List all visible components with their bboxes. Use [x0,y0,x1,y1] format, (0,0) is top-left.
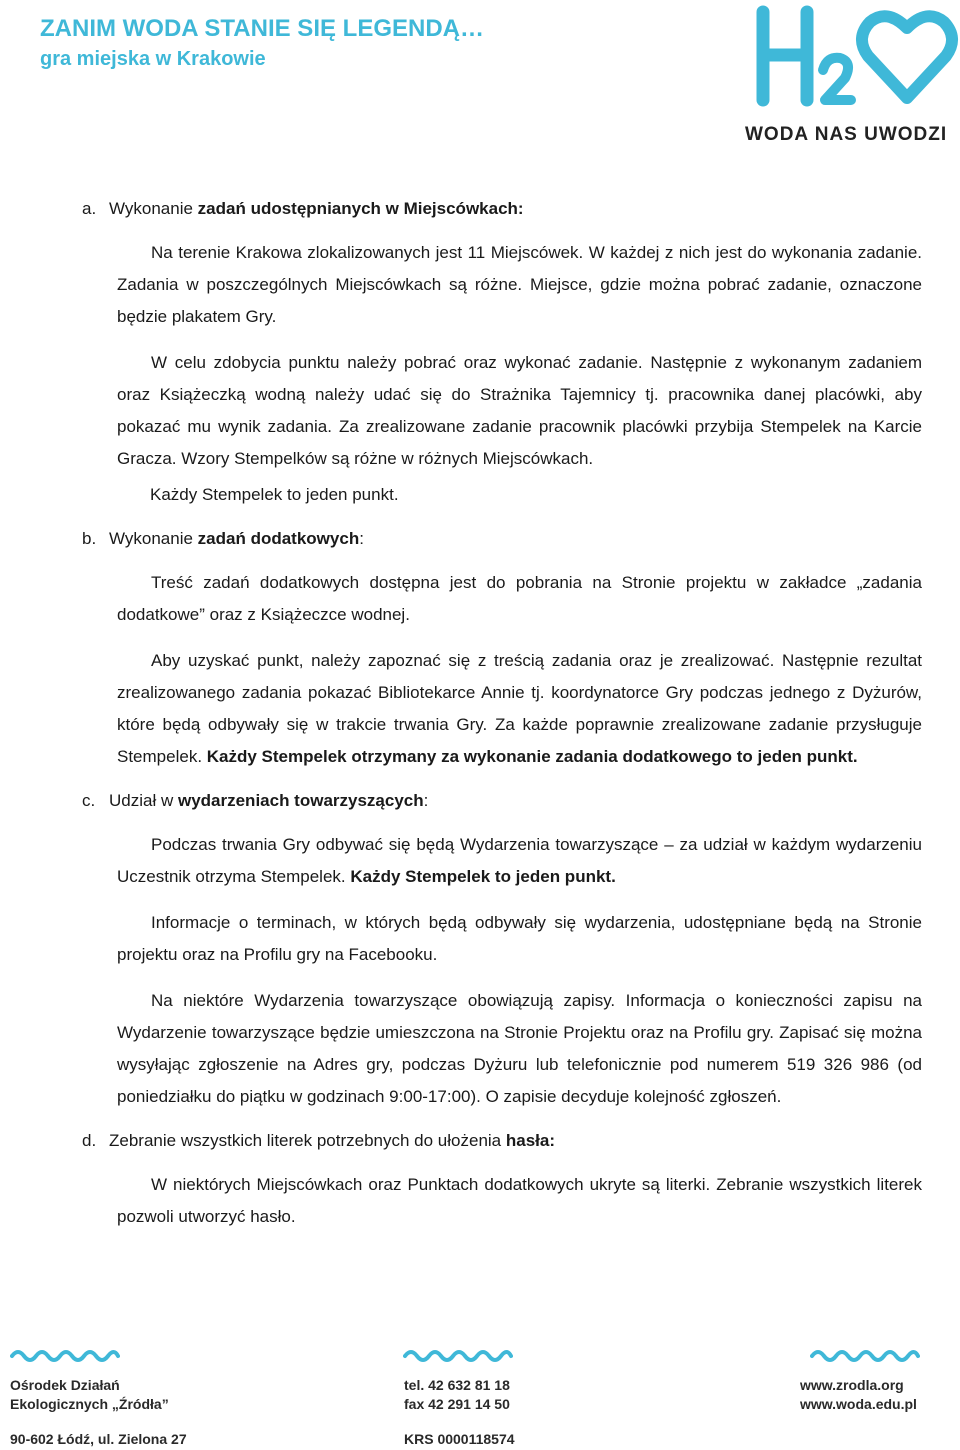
section-label: a. [82,199,97,218]
section-c-paragraph-2: Informacje o terminach, w których będą odbywały się wydarzenia, udostępniane będą na Stronie projektu oraz na Profilu gry na Facebooku. [117,913,922,964]
footer-website-2[interactable]: www.woda.edu.pl [800,1396,917,1412]
section-label: c. [82,791,96,810]
section-d-paragraph-1: W niektórych Miejscówkach oraz Punktach dodatkowych ukryte są literki. Zebranie wszystkich literek pozwoli utworzyć hasło. [117,1175,922,1226]
section-a-paragraph-1: Na terenie Krakowa zlokalizowanych jest 11 Miejscówek. W każdej z nich jest do wykonania zadanie. Zadania w poszczególnych Miejscówkach są różne. Miejsce, gdzie można pobrać zadanie, oznaczone będzie plakatem Gry. [117,243,922,326]
section-c-paragraph-1: Podczas trwania Gry odbywać się będą Wydarzenia towarzyszące – za udział w każdym wydarzeniu Uczestnik otrzyma Stempelek. Każdy Stempelek to jeden punkt. [117,835,922,886]
section-c-title: c. Udział w wydarzeniach towarzyszących: [82,787,922,815]
footer-address: 90-602 Łódź, ul. Zielona 27 [10,1431,187,1447]
footer-org-name-1: Ośrodek Działań [10,1377,120,1393]
wave-decoration [810,1346,920,1362]
footer-fax: fax 42 291 14 50 [404,1396,510,1412]
wave-decoration [403,1346,513,1362]
section-a-title: a. Wykonanie zadań udostępnianych w Miejscówkach: [82,195,922,223]
section-b-paragraph-1: Treść zadań dodatkowych dostępna jest do pobrania na Stronie projektu w zakładce „zadania dodatkowe” oraz z Książeczce wodnej. [117,573,922,624]
wave-decoration [10,1346,120,1362]
document-subtitle: gra miejska w Krakowie [40,48,266,70]
page-footer [0,1340,960,1450]
section-b-title: b. Wykonanie zadań dodatkowych: [82,525,922,553]
section-b-paragraph-2: Aby uzyskać punkt, należy zapoznać się z treścią zadania oraz je zrealizować. Następnie rezultat zrealizowanego zadania pokazać Bibliotekarce Annie tj. koordynatorce Gry podczas jednego z Dyżurów, które będą odbywały się w trakcie trwania Gry. Za każde poprawnie zrealizowane zadanie przysługuje Stempelek. Każdy Stempelek otrzymany za wykonanie zadania dodatkowego to jeden punkt. [117,651,922,766]
footer-phone: tel. 42 632 81 18 [404,1377,510,1393]
document-body [82,195,922,1247]
footer-krs: KRS 0000118574 [404,1431,515,1447]
footer-org-name-2: Ekologicznych „Źródła” [10,1396,169,1412]
section-label: d. [82,1131,97,1150]
section-a-paragraph-3: Każdy Stempelek to jeden punkt. [150,485,399,504]
section-label: b. [82,529,97,548]
section-a-paragraph-2: W celu zdobycia punktu należy pobrać oraz wykonać zadanie. Następnie z wykonanym zadaniem oraz Książeczką wodną należy udać się do Strażnika Tajemnicy tj. pracownika danej placówki, aby pokazać mu wynik zadania. Za zrealizowane zadanie pracownik placówki przybija Stempelek na Karcie Gracza. Wzory Stempelków są różne w różnych Miejscówkach. [117,353,922,468]
logo-tagline: WODA NAS UWODZI [745,124,948,145]
document-title: ZANIM WODA STANIE SIĘ LEGENDĄ… [40,15,484,42]
footer-website-1[interactable]: www.zrodla.org [800,1377,904,1393]
section-c-paragraph-3: Na niektóre Wydarzenia towarzyszące obowiązują zapisy. Informacja o konieczności zapisu na Wydarzenie towarzyszące będzie umieszczona na Stronie Projektu oraz na Profilu gry. Zapisać się można wysyłając zgłoszenie na Adres gry, podczas Dyżuru lub telefonicznie pod numerem 519 326 986 (od poniedziałku do piątku w godzinach 9:00-17:00). O zapisie decyduje kolejność zgłoszeń. [117,991,922,1106]
section-d-title: d. Zebranie wszystkich literek potrzebnych do ułożenia hasła: [82,1127,922,1155]
